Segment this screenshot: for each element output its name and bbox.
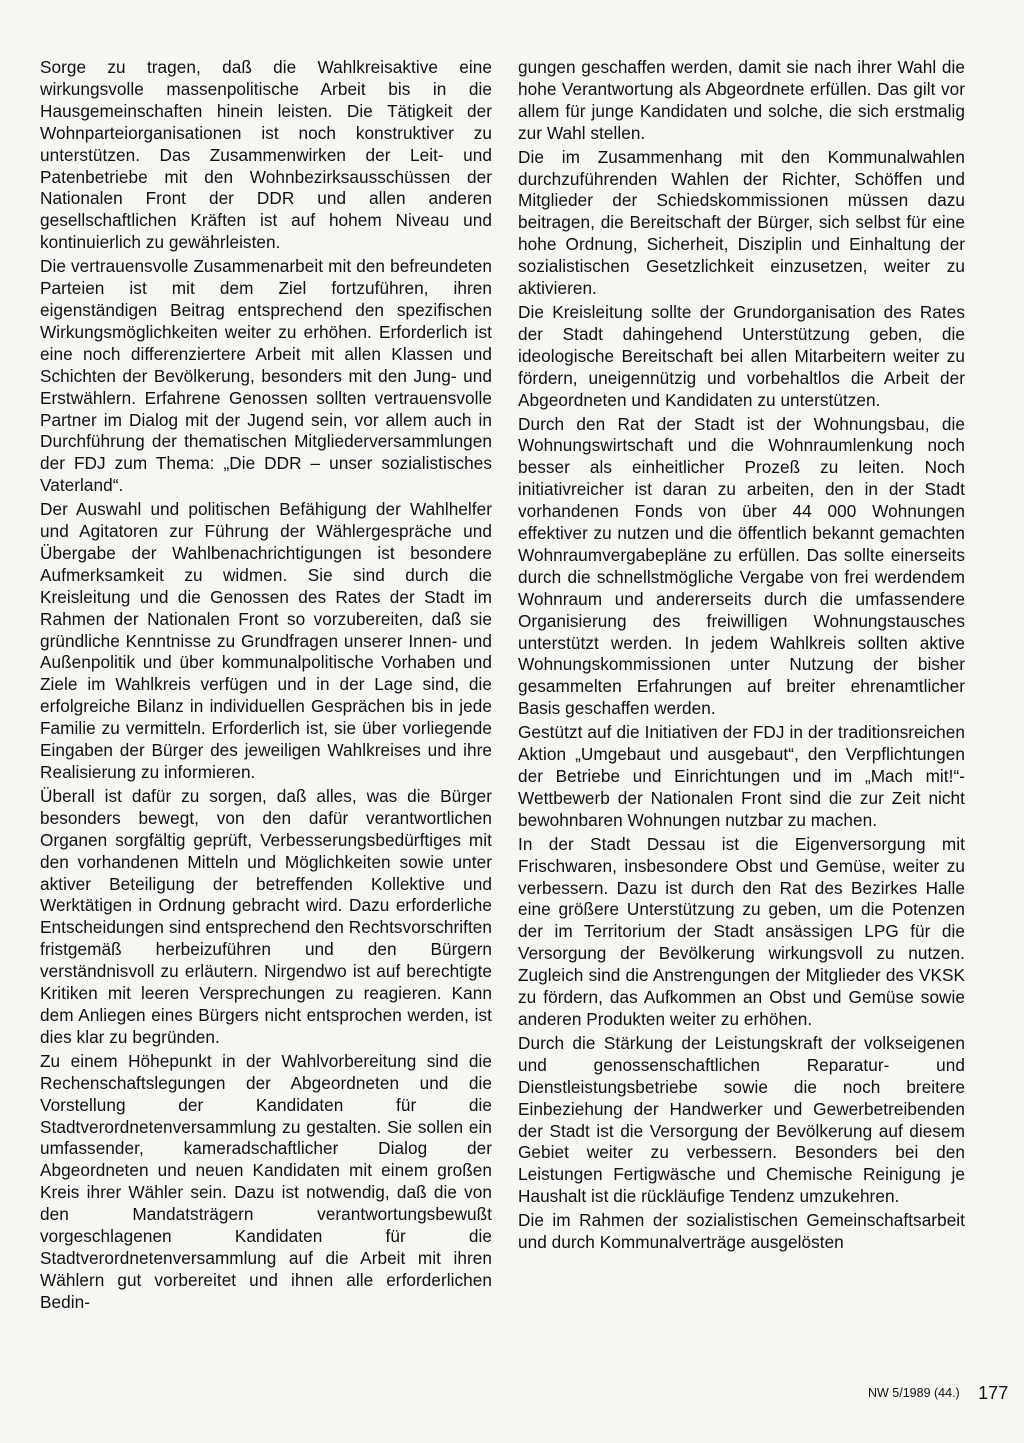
paragraph-right-2: Die im Zusammenhang mit den Kommunalwahlen durchzuführenden Wahlen der Richter, Schöffen und Mitglieder der Schiedskommissionen müssen dazu beitragen, die Bereitschaft der Bürger, sich selbst für eine hohe Ordnung, Sicherheit, Disziplin und Einhaltung der sozialistischen Gesetzlichkeit einzusetzen, weiter zu aktivieren. [518,146,965,299]
left-column [40,57,492,1316]
paragraph-right-7: Durch die Stärkung der Leistungskraft der volkseigenen und genossenschaftlichen Reparatur- und Dienstleistungsbetriebe sowie die noch breitere Einbeziehung der Handwerker und Gewerbetreibenden der Stadt ist die Versorgung der Bevölkerung auf diesem Gebiet weiter zu verbessern. Besonders bei den Leistungen Fertigwäsche und Chemische Reinigung je Haushalt ist die rückläufige Tendenz umzukehren. [518,1032,965,1207]
paragraph-right-5: Gestützt auf die Initiativen der FDJ in der traditionsreichen Aktion „Umgebaut und ausgebaut“, den Verpflichtungen der Betriebe und Einrichtungen und im „Mach mit!“-Wettbewerb der Nationalen Front sind die zur Zeit nicht bewohnbaren Wohnungen nutzbar zu machen. [518,722,965,830]
paragraph-right-1: gungen geschaffen werden, damit sie nach ihrer Wahl die hohe Verantwortung als Abgeordnete erfüllen. Das gilt vor allem für junge Kandidaten und solche, die sich erstmalig zur Wahl stellen. [518,57,965,143]
paragraph-left-3: Der Auswahl und politischen Befähigung der Wahlhelfer und Agitatoren zur Führung der Wählergespräche und Übergabe der Wahlbenachrichtigungen ist besondere Aufmerksamkeit zu widmen. Sie sind durch die Kreisleitung und die Genossen des Rates der Stadt im Rahmen der Nationalen Front so vorzubereiten, daß sie gründliche Kenntnisse zu Grundfragen unserer Innen- und Außenpolitik und über kommunalpolitische Vorhaben und Ziele im Wahlkreis verfügen und in der Lage sind, die erfolgreiche Bilanz in individuellen Gesprächen bis in jede Familie zu vermitteln. Erforderlich ist, sie über vorliegende Eingaben der Bürger des jeweiligen Wahlkreises und ihre Realisierung zu informieren. [40,499,492,782]
page-footer [868,1383,1008,1404]
paragraph-right-4: Durch den Rat der Stadt ist der Wohnungsbau, die Wohnungswirtschaft und die Wohnraumlenkung noch besser als einheitlicher Prozeß zu leiten. Noch initiativreicher ist daran zu arbeiten, den in der Stadt vorhandenen Fonds von über 44 000 Wohnungen effektiver zu nutzen und die öffentlich bekannt gemachten Wohnraumvergabepläne zu erfüllen. Das sollte einerseits durch die schnellstmögliche Vergabe von frei werdendem Wohnraum und andererseits durch die umfassendere Organisierung des freiwilligen Wohnungstausches unterstützt werden. In jedem Wahlkreis sollten aktive Wohnungskommissionen unter Nutzung der bisher gesammelten Erfahrungen auf breiter ehrenamtlicher Basis geschaffen werden. [518,413,965,719]
paragraph-left-5: Zu einem Höhepunkt in der Wahlvorbereitung sind die Rechenschaftslegungen der Abgeordneten und die Vorstellung der Kandidaten für die Stadtverordnetenversammlung zu gestalten. Sie sollen ein umfassender, kameradschaftlicher Dialog der Abgeordneten und neuen Kandidaten mit einem großen Kreis ihrer Wähler sein. Dazu ist notwendig, daß die von den Mandatsträgern verantwortungsbewußt vorgeschlagenen Kandidaten für die Stadtverordnetenversammlung auf die Arbeit mit ihren Wählern gut vorbereitet und ihnen alle erforderlichen Bedin- [40,1050,492,1312]
paragraph-left-2: Die vertrauensvolle Zusammenarbeit mit den befreundeten Parteien ist mit dem Ziel fortzuführen, ihren eigenständigen Beitrag entsprechend den spezifischen Wirkungsmöglichkeiten weiter zu erhöhen. Erforderlich ist eine noch differenziertere Arbeit mit allen Klassen und Schichten der Bevölkerung, besonders mit den Jung- und Erstwählern. Erfahrene Genossen sollten vertrauensvolle Partner im Dialog mit der Jugend sein, vor allem auch in Durchführung der thematischen Mitgliederversammlungen der FDJ zum Thema: „Die DDR – unser sozialistisches Vaterland“. [40,256,492,496]
page-number: 177 [978,1383,1009,1403]
paragraph-left-1: Sorge zu tragen, daß die Wahlkreisaktive eine wirkungsvolle massenpolitische Arbeit bis in die Hausgemeinschaften hinein leisten. Die Tätigkeit der Wohnparteiorganisationen ist noch konstruktiver zu unterstützen. Das Zusammenwirken der Leit- und Patenbetriebe mit den Wohnbezirksausschüssen der Nationalen Front der DDR und allen anderen gesellschaftlichen Kräften ist auf hohem Niveau und kontinuierlich zu gewährleisten. [40,57,492,253]
paragraph-right-3: Die Kreisleitung sollte der Grundorganisation des Rates der Stadt dahingehend Unterstützung geben, die ideologische Bereitschaft bei allen Mitarbeitern weiter zu fördern, uneigennützig und vorbehaltlos die Arbeit der Abgeordneten und Kandidaten zu unterstützen. [518,301,965,410]
right-column [518,57,965,1256]
paragraph-left-4: Überall ist dafür zu sorgen, daß alles, was die Bürger besonders bewegt, von den dafür verantwortlichen Organen sorgfältig geprüft, Verbesserungsbedürftiges mit den vorhandenen Mitteln und Möglichkeiten sowie unter aktiver Beteiligung der betreffenden Kollektive und Werktätigen in Ordnung gebracht wird. Dazu erforderliche Entscheidungen sind entsprechend den Rechtsvorschriften fristgemäß herbeizuführen und den Bürgern verständnisvoll zu erläutern. Nirgendwo ist auf berechtigte Kritiken mit leeren Versprechungen zu reagieren. Kann dem Anliegen eines Bürgers nicht entsprochen werden, ist dies klar zu begründen. [40,785,492,1047]
paragraph-right-6: In der Stadt Dessau ist die Eigenversorgung mit Frischwaren, insbesondere Obst und Gemüse, weiter zu verbessern. Dazu ist durch den Rat des Bezirkes Halle eine größere Unterstützung zu geben, um die Potenzen der im Territorium der Stadt ansässigen LPG für die Versorgung der Bevölkerung wirkungsvoll zu nutzen. Zugleich sind die Anstrengungen der Mitglieder des VKSK zu fördern, das Aufkommen an Obst und Gemüse sowie anderen Produkten weiter zu erhöhen. [518,833,965,1029]
issue-reference: NW 5/1989 (44.) [868,1386,960,1400]
paragraph-right-8: Die im Rahmen der sozialistischen Gemeinschaftsarbeit und durch Kommunalverträge ausgelösten [518,1210,965,1253]
